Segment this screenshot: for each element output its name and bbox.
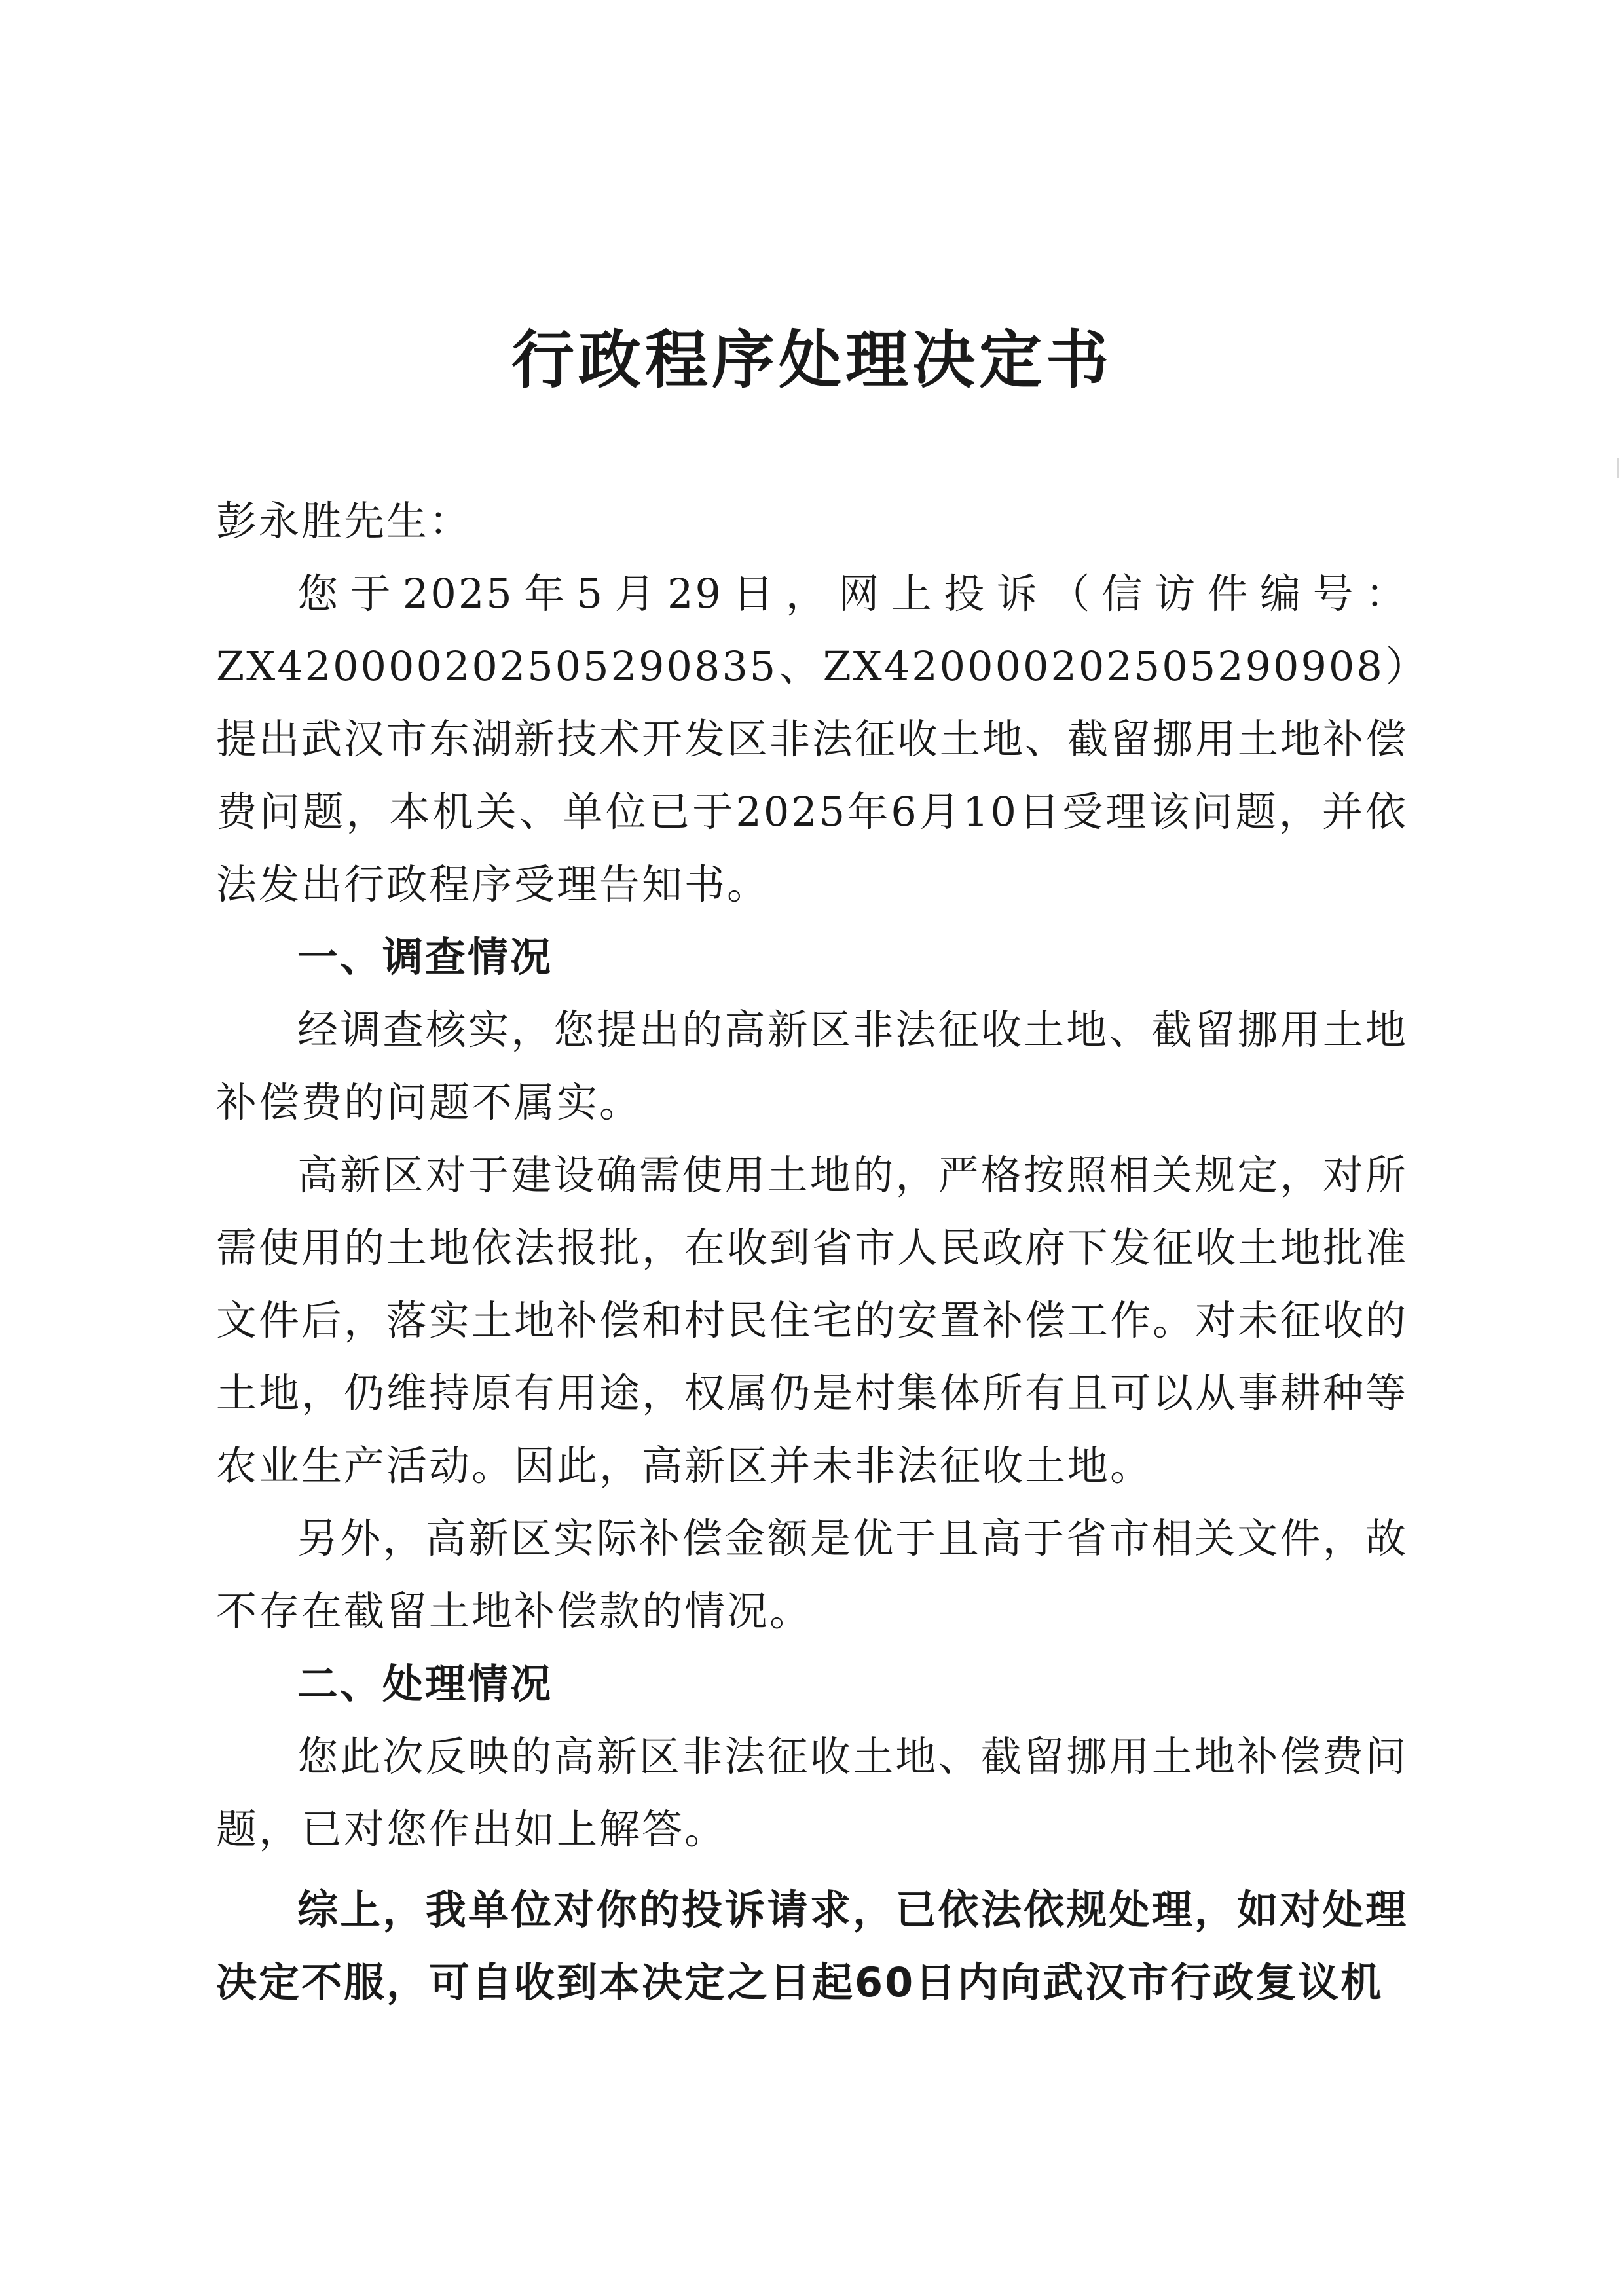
section-heading-handling: 二、处理情况: [297, 1660, 553, 1708]
investigation-paragraph-1: 经调查核实，您提出的高新区非法征收土地、截留挪用土地补偿费的问题不属实。: [216, 1006, 1408, 1126]
salutation: 彭永胜先生：: [216, 497, 472, 545]
handling-paragraph: 您此次反映的高新区非法征收土地、截留挪用土地补偿费问题，已对您作出如上解答。: [216, 1733, 1408, 1853]
section-heading-investigation: 一、调查情况: [297, 933, 553, 981]
document-title: 行政程序处理决定书: [511, 323, 1113, 397]
investigation-paragraph-2: 高新区对于建设确需使用土地的，严格按照相关规定，对所需使用的土地依法报批，在收到省市人民政府下发征收土地批准文件后，落实土地补偿和村民住宅的安置补偿工作。对未征收的土地，仍维持原有用途，权属仍是村集体所有且可以从事耕种等农业生产活动。因此，高新区并未非法征收土地。: [216, 1151, 1409, 1490]
conclusion-paragraph: 综上，我单位对你的投诉请求，已依法依规处理，如对处理决定不服，可自收到本决定之日起60日内向武汉市行政复议机: [216, 1886, 1408, 2006]
scan-edge-mark: [1617, 458, 1619, 478]
document-body: [216, 485, 1408, 2019]
investigation-paragraph-3: 另外，高新区实际补偿金额是优于且高于省市相关文件，故不存在截留土地补偿款的情况。: [216, 1515, 1408, 1635]
intro-paragraph: 您于2025年5月29日，网上投诉（信访件编号：ZX420000202505290835、ZX420000202505290908）提出武汉市东湖新技术开发区非法征收土地、截留挪用土地补偿费问题，本机关、单位已于2025年6月10日受理该问题，并依法发出行政程序受理告知书。: [216, 570, 1409, 908]
